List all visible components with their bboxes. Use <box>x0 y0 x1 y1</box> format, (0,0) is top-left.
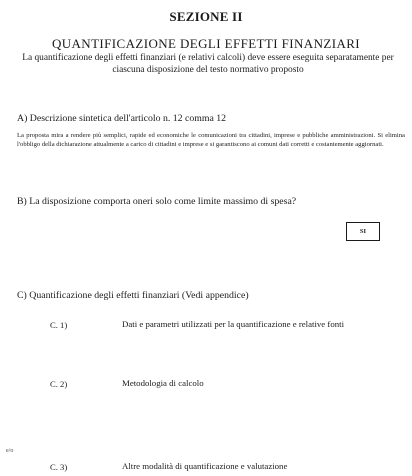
section-c-label: C) Quantificazione degli effetti finanziari (Vedi appendice) <box>17 290 249 301</box>
section-a-label: A) Descrizione sintetica dell'articolo n. 12 comma 12 <box>17 113 227 124</box>
page-title: QUANTIFICAZIONE DEGLI EFFETTI FINANZIARI <box>51 36 361 51</box>
item-c1-code: C. 1) <box>50 320 68 330</box>
margin-note: e/o <box>6 448 14 454</box>
answer-value: SI <box>359 228 367 235</box>
section-a-description: La proposta mira a rendere più semplici, rapide ed economiche le comunicazioni tra cittadini, imprese e pubbliche amministrazioni. Si elimina l'obbligo della dichiarazione attualmente a carico di cittadini e imprese e si garantiscono ai comuni dati corretti e costantemente aggiornati. <box>17 132 405 148</box>
item-c2-code: C. 2) <box>50 379 68 389</box>
item-c3-text: Altre modalità di quantificazione e valutazione <box>122 461 288 471</box>
intro-paragraph <box>8 52 408 76</box>
item-c1-text: Dati e parametri utilizzati per la quantificazione e relative fonti <box>122 319 345 329</box>
answer-box <box>346 222 380 241</box>
item-c2-text: Metodologia di calcolo <box>122 378 204 388</box>
section-number: SEZIONE II <box>169 9 243 24</box>
intro-line-1: La quantificazione degli effetti finanziari (e relativi calcoli) deve essere eseguita separatamente per <box>22 53 394 63</box>
intro-line-2: ciascuna disposizione del testo normativo proposto <box>112 65 304 75</box>
item-c3-code: C. 3) <box>50 462 68 472</box>
section-b-question: B) La disposizione comporta oneri solo come limite massimo di spesa? <box>17 196 297 207</box>
